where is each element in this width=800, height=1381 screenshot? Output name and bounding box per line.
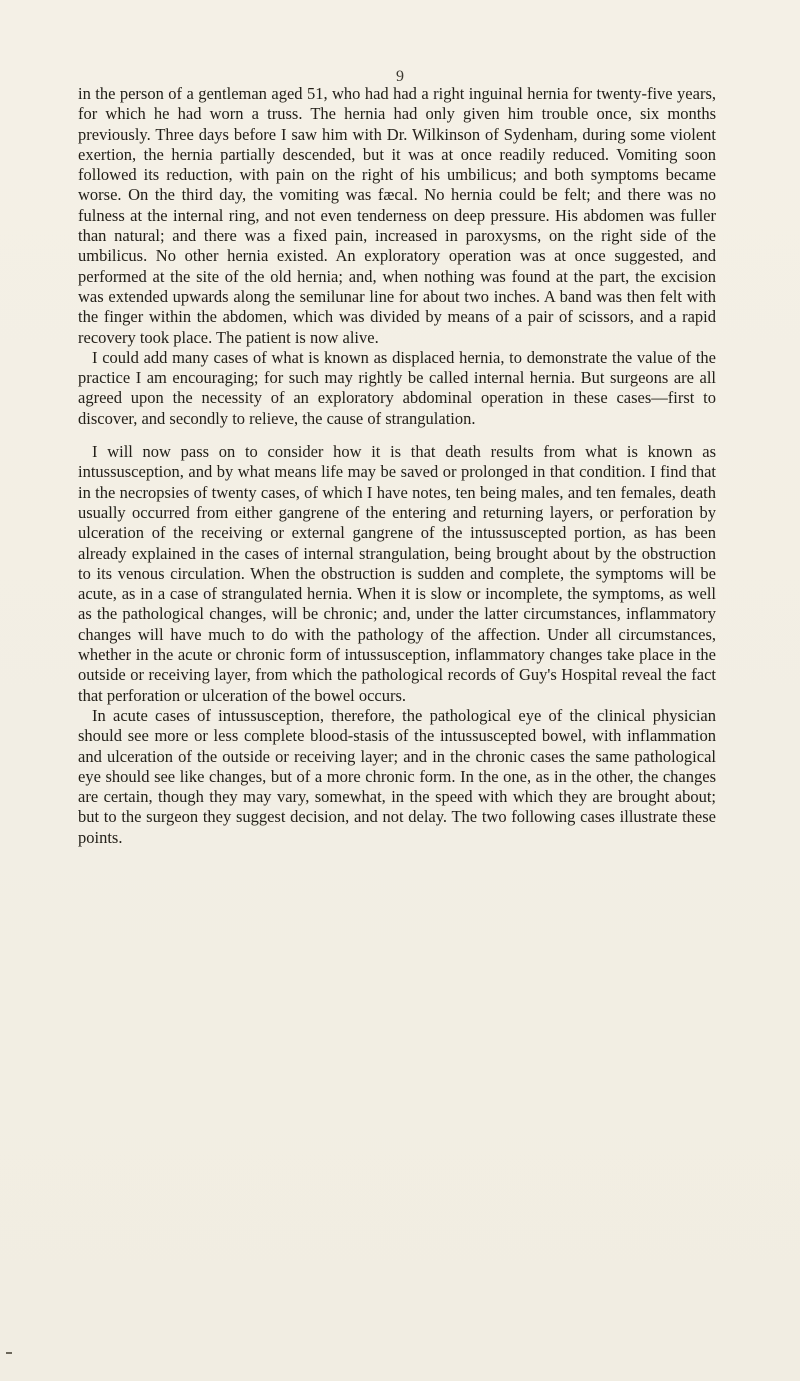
margin-mark <box>6 1352 12 1354</box>
paragraph-displaced-hernia: I could add many cases of what is known as displaced hernia, to demonstrate the value of the practice I am encouraging; for such may rightly be called internal hernia. But surgeons are all agreed upon the necessity of an exploratory abdominal operation in these cases—first to discover, and secondly to relieve, the cause of strangulation. <box>78 347 716 428</box>
page-number: 9 <box>396 68 404 85</box>
paragraph-intussusception: I will now pass on to consider how it is that death results from what is known as intussusception, and by what means life may be saved or prolonged in that condition. I find that in the necropsies of twenty cases, of which I have notes, ten being males, and ten females, death usually occurred from either gangrene of the entering and returning layers, or perforation by ulceration of the receiving or external gangrene of the intussuscepted portion, as has been already explained in the cases of internal strangulation, being brought about by the obstruction to its venous circulation. When the obstruction is sudden and complete, the symptoms will be acute, as in a case of strangulated hernia. When it is slow or incomplete, the symptoms, as well as the pathological changes, will be chronic; and, under the latter circumstances, inflammatory changes will have much to do with the pathology of the affection. Under all circumstances, whether in the acute or chronic form of intussusception, inflammatory changes take place in the outside or receiving layer, from which the pathological records of Guy's Hospital reveal the fact that perforation or ulceration of the bowel occurs. <box>78 442 716 705</box>
paragraph-acute-cases: In acute cases of intussusception, therefore, the pathological eye of the clinical physician should see more or less complete blood-stasis of the intussuscepted bowel, with inflammation and ulceration of the outside or receiving layer; and in the chronic cases the same pathological eye should see like changes, but of a more chronic form. In the one, as in the other, the changes are certain, though they may vary, somewhat, in the speed with which they are brought about; but to the surgeon they suggest decision, and not delay. The two following cases illustrate these points. <box>78 705 716 847</box>
paragraph-hernia-case: in the person of a gentleman aged 51, who had had a right inguinal hernia for twenty-five years, for which he had worn a truss. The hernia had only given him trouble once, six months previously. Three days before I saw him with Dr. Wilkinson of Sydenham, during some violent exertion, the hernia partially descended, but it was at once readily reduced. Vomiting soon followed its reduction, with pain on the right of his umbilicus; and both symptoms became worse. On the third day, the vomiting was fæcal. No hernia could be felt; and there was no fulness at the internal ring, and not even tenderness on deep pressure. His abdomen was fuller than natural; and there was a fixed pain, increased in paroxysms, on the right side of the umbilicus. No other hernia existed. An exploratory operation was at once suggested, and performed at the site of the old hernia; and, when nothing was found at the part, the excision was extended upwards along the semilunar line for about two inches. A band was then felt with the finger within the abdomen, which was divided by means of a pair of scissors, and a rapid recovery took place. The patient is now alive. <box>78 84 716 347</box>
body-text <box>78 84 716 848</box>
